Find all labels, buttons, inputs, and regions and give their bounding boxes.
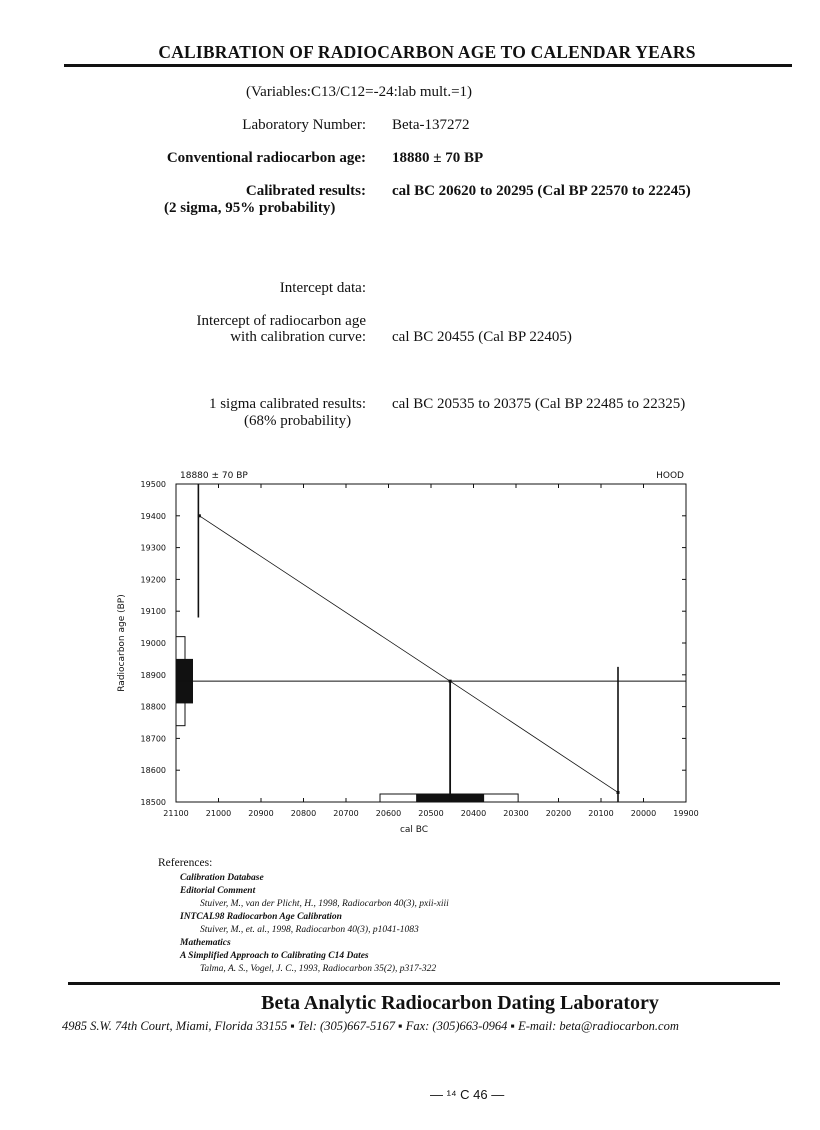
reference-item: INTCAL98 Radiocarbon Age Calibration [180, 912, 342, 922]
bottom-rule [68, 982, 780, 985]
variables-note: (Variables:C13/C12=-24:lab mult.=1) [246, 84, 473, 100]
page-number: — ¹⁴ C 46 — [430, 1087, 505, 1102]
references-list [180, 873, 449, 977]
x-tick-label: 20300 [503, 809, 529, 818]
page-title: CALIBRATION OF RADIOCARBON AGE TO CALENDAR YEARS [158, 42, 696, 62]
x-tick-label: 20900 [248, 809, 274, 818]
x-tick-label: 20700 [333, 809, 359, 818]
reference-item: Talma, A. S., Vogel, J. C., 1993, Radiocarbon 35(2), p317-322 [200, 964, 437, 974]
x-tick-label: 20200 [545, 809, 572, 818]
x-tick-label: 20500 [418, 809, 444, 818]
y-tick-label: 19300 [140, 543, 166, 553]
intercept-label-line2: with calibration curve: [230, 329, 366, 345]
x-tick-label: 19900 [673, 809, 699, 818]
laboratory-address: 4985 S.W. 74th Court, Miami, Florida 33155 ▪ Tel: (305)667-5167 ▪ Fax: (305)663-0964 ▪ E-mail: beta@radiocarbon.com [62, 1019, 679, 1033]
x-tick-label: 21000 [205, 809, 232, 818]
top-rule [64, 64, 792, 67]
calibrated-results-value: cal BC 20620 to 20295 (Cal BP 22570 to 22245) [392, 183, 691, 199]
y-tick-label: 19400 [140, 511, 166, 521]
laboratory-name: Beta Analytic Radiocarbon Dating Laboratory [261, 992, 659, 1014]
y-tick-label: 19000 [140, 639, 166, 648]
chart-title: 18880 ± 70 BP [180, 471, 248, 481]
y-tick-label: 18700 [140, 734, 166, 744]
one-sigma-value: cal BC 20535 to 20375 (Cal BP 22485 to 22325) [392, 396, 686, 412]
y-tick-label: 18600 [140, 766, 166, 776]
chart-corner-label: HOOD [656, 471, 684, 481]
reference-item: Stuiver, M., van der Plicht, H., 1998, Radiocarbon 40(3), pxii-xiii [200, 899, 449, 909]
lab-number-label: Laboratory Number: [242, 117, 366, 133]
calibrated-results-label: Calibrated results: [245, 183, 366, 199]
y-tick-label: 18800 [140, 702, 166, 712]
x-axis-label: cal BC [399, 825, 429, 835]
conventional-age-label: Conventional radiocarbon age: [166, 150, 366, 166]
y-axis-label: Radiocarbon age (BP) [117, 594, 127, 692]
intercept-value: cal BC 20455 (Cal BP 22405) [392, 329, 572, 345]
y-tick-label: 18900 [140, 670, 166, 680]
reference-item: Stuiver, M., et. al., 1998, Radiocarbon 40(3), p1041-1083 [200, 925, 419, 935]
plot-area [141, 480, 699, 818]
reference-item: A Simplified Approach to Calibrating C14 Dates [180, 951, 369, 961]
lab-number-value: Beta-137272 [392, 117, 470, 133]
y-tick-label: 19200 [140, 575, 166, 585]
x-tick-label: 20400 [460, 809, 487, 818]
intercept-label-line1: Intercept of radiocarbon age [196, 313, 366, 329]
plot-frame [176, 484, 686, 802]
intercept-data-label: Intercept data: [279, 280, 366, 296]
y-tick-label: 19100 [140, 607, 166, 617]
x-tick-label: 20600 [375, 809, 402, 818]
one-sigma-label: 1 sigma calibrated results: [208, 396, 366, 412]
calibration-curve [199, 516, 618, 793]
reference-item: Calibration Database [180, 873, 264, 883]
x-tick-label: 21100 [163, 809, 189, 818]
y-tick-label: 18500 [140, 798, 166, 807]
conventional-age-value: 18880 ± 70 BP [392, 150, 484, 166]
x-tick-label: 20000 [630, 809, 657, 818]
x-tick-label: 20100 [588, 809, 614, 818]
calibrated-results-sublabel: (2 sigma, 95% probability) [164, 200, 336, 216]
x-tick-label: 20800 [290, 809, 317, 818]
y-tick-label: 19500 [140, 480, 166, 489]
one-sigma-sublabel: (68% probability) [244, 413, 352, 429]
reference-item: Mathematics [180, 938, 231, 948]
references-heading: References: [158, 857, 213, 869]
reference-item: Editorial Comment [180, 886, 256, 896]
calibration-chart [0, 460, 820, 840]
